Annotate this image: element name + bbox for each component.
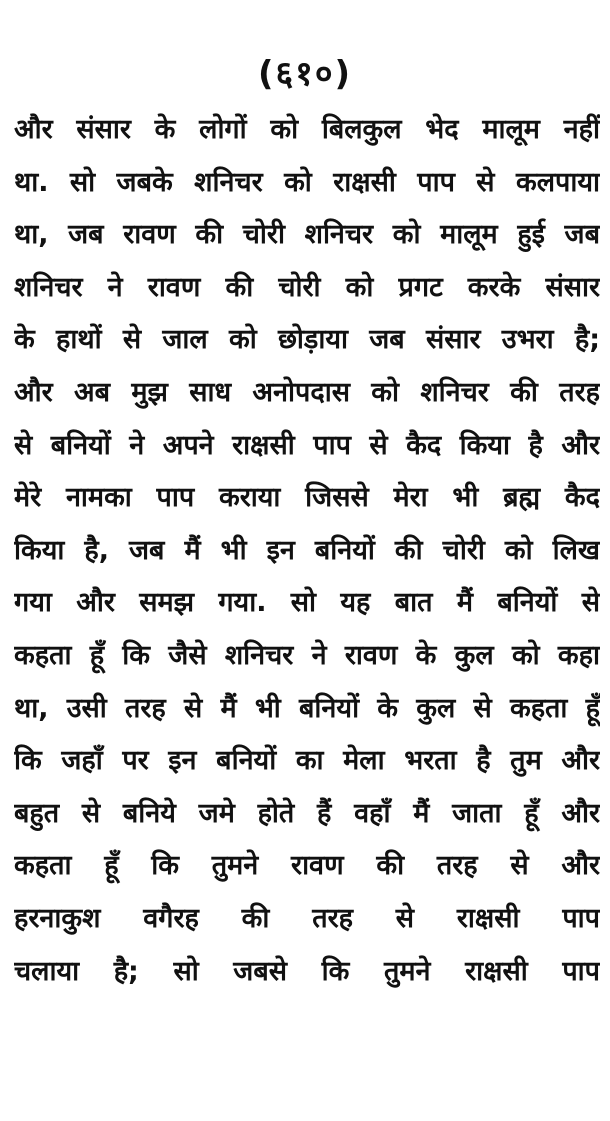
text-line: शनिचर ने रावण की चोरी को प्रगट करके संसार <box>14 271 600 303</box>
text-line: के हाथों से जाल को छोड़ाया जब संसार उभरा है; <box>14 324 600 356</box>
text-line: कहता हूँ कि जैसे शनिचर ने रावण के कुल को कहा <box>14 639 600 671</box>
text-line: था. सो जबके शनिचर को राक्षसी पाप से कलपाया <box>14 166 600 198</box>
text-line: और अब मुझ साध अनोपदास को शनिचर की तरह <box>14 376 600 408</box>
text-line: कि जहाँ पर इन बनियों का मेला भरता है तुम और <box>14 745 600 777</box>
text-line: बहुत से बनिये जमे होते हैं वहाँ मैं जाता हूँ और <box>14 797 600 829</box>
text-line: गया और समझ गया. सो यह बात मैं बनियों से <box>14 587 600 619</box>
text-line: किया है, जब मैं भी इन बनियों की चोरी को लिख <box>14 534 600 566</box>
text-line: कहता हूँ कि तुमने रावण की तरह से और <box>14 850 600 882</box>
text-line: था, उसी तरह से मैं भी बनियों के कुल से कहता हूँ <box>14 692 600 724</box>
page-number: (६१०) <box>257 54 353 94</box>
text-line: चलाया है; सो जबसे कि तुमने राक्षसी पाप <box>14 955 600 987</box>
body-text <box>14 104 600 998</box>
text-line: था, जब रावण की चोरी शनिचर को मालूम हुई जब <box>14 219 600 251</box>
text-line: से बनियों ने अपने राक्षसी पाप से कैद किया है और <box>14 429 600 461</box>
text-line: हरनाकुश वगैरह की तरह से राक्षसी पाप <box>14 902 600 934</box>
text-line: और संसार के लोगों को बिलकुल भेद मालूम नहीं <box>14 114 600 145</box>
text-line: मेरे नामका पाप कराया जिससे मेरा भी ब्रह्म कैद <box>14 482 600 514</box>
